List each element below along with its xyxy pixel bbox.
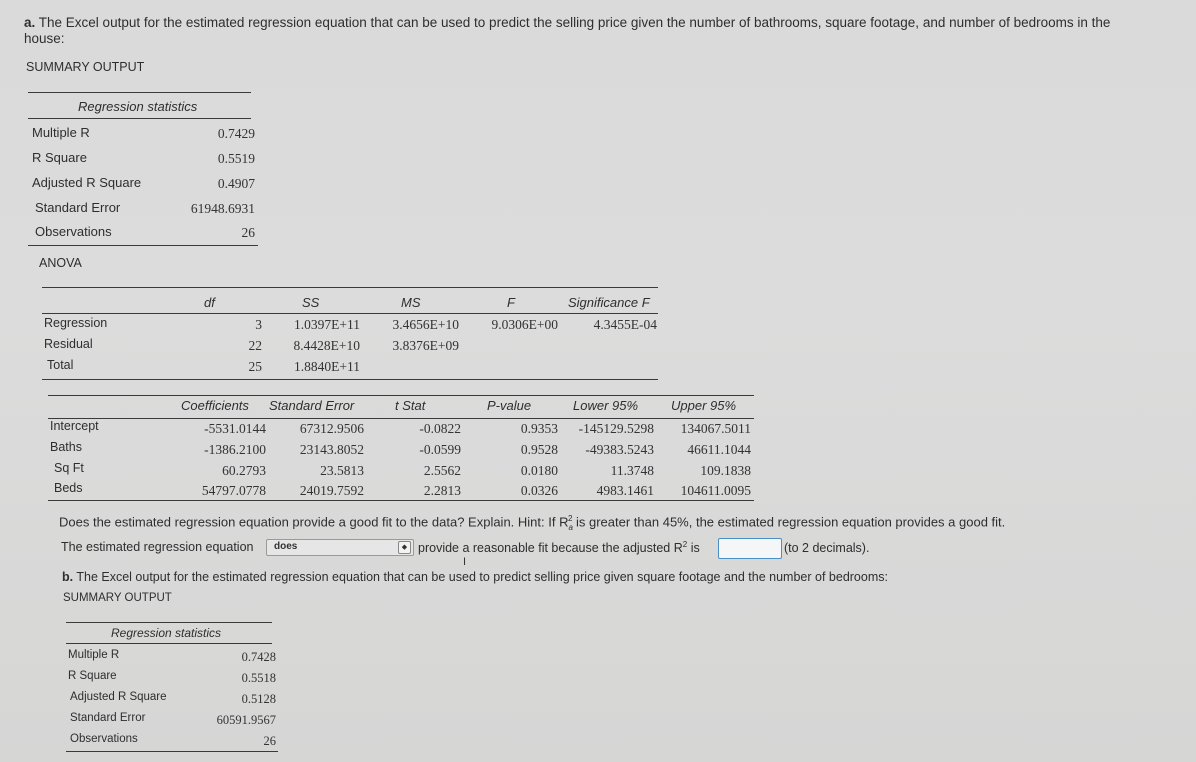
reg-stat-b-value: 0.5128 <box>241 692 276 706</box>
text-cursor-icon: I <box>463 556 467 568</box>
coef-cell: 0.9528 <box>520 442 558 457</box>
anova-cell: 1.0397E+11 <box>294 317 360 332</box>
reg-stat-value: 0.4907 <box>217 176 255 191</box>
part-b-marker: b. <box>62 570 74 584</box>
coef-cell: 23143.8052 <box>299 442 364 457</box>
coef-cell: -145129.5298 <box>578 421 654 436</box>
reg-stat-b-value: 26 <box>263 734 276 748</box>
dropdown-arrow-icon: ◆ <box>398 541 411 554</box>
answer-suffix: (to 2 decimals). <box>784 541 870 555</box>
anova-row-label: Total <box>47 358 74 372</box>
coef-cell: 11.3748 <box>610 463 654 478</box>
reg-stat-label: Multiple R <box>32 125 90 140</box>
coef-col-header: t Stat <box>395 398 426 413</box>
anova-cell: 1.8840E+11 <box>294 359 360 374</box>
fit-dropdown-value: does <box>274 541 298 552</box>
reg-stat-b-label: Multiple R <box>68 649 120 661</box>
coef-cell: -5531.0144 <box>204 421 266 436</box>
coef-row-label: Baths <box>50 440 82 454</box>
anova-col-header: MS <box>401 295 421 310</box>
coef-cell: 109.1838 <box>700 463 751 478</box>
anova-top-rule <box>42 287 658 288</box>
coef-cell: 4983.1461 <box>596 483 654 498</box>
coef-cell: 0.0326 <box>520 483 558 498</box>
coef-bottom-rule <box>48 500 754 501</box>
coef-top-rule <box>48 395 754 396</box>
anova-cell: 4.3455E-04 <box>593 317 657 332</box>
coef-cell: 24019.7592 <box>299 483 364 498</box>
reg-stats-header: Regression statistics <box>78 99 198 114</box>
reg-stats-bottom-rule <box>28 245 258 246</box>
anova-cell: 3 <box>255 317 262 332</box>
anova-col-header: SS <box>302 295 320 310</box>
coef-cell: 46611.1044 <box>687 442 751 457</box>
coef-cell: -1386.2100 <box>204 442 266 457</box>
reg-stats-b-bottom-rule <box>66 751 278 752</box>
coef-col-header: Upper 95% <box>671 398 737 413</box>
coef-col-header: Lower 95% <box>573 398 639 413</box>
fit-dropdown[interactable] <box>266 539 414 556</box>
reg-stat-value: 0.5519 <box>217 151 255 166</box>
anova-cell: 25 <box>248 359 262 374</box>
coef-col-header: P-value <box>487 398 532 413</box>
fit-question: Does the estimated regression equation provide a good fit to the data? Explain. Hint: If $R_a^2$ is greater than 45%, the estimated regression equation provides a good fit. <box>59 514 1006 532</box>
anova-header-rule <box>42 313 658 314</box>
reg-stat-label: Adjusted R Square <box>32 175 142 190</box>
coef-cell: 67312.9506 <box>299 421 364 436</box>
anova-cell: 9.0306E+00 <box>491 317 558 332</box>
answer-middle: provide a reasonable fit because the adjusted $R^2$ is <box>418 540 700 556</box>
adjusted-r2-input[interactable] <box>718 538 782 559</box>
part-a-intro-line2: house: <box>24 31 65 46</box>
reg-stats-b-header-rule <box>66 643 272 644</box>
reg-stat-label: Standard Error <box>35 200 121 215</box>
coef-row-label: Intercept <box>50 419 99 433</box>
coef-cell: 2.5562 <box>423 463 461 478</box>
anova-bottom-rule <box>42 379 658 380</box>
reg-stat-b-value: 0.5518 <box>241 671 276 685</box>
coef-cell: 54797.0778 <box>201 483 266 498</box>
anova-cell: 8.4428E+10 <box>293 338 360 353</box>
anova-cell: 3.8376E+09 <box>392 338 459 353</box>
coef-cell: 134067.5011 <box>680 421 751 436</box>
anova-cell: 3.4656E+10 <box>392 317 459 332</box>
coef-cell: 60.2793 <box>222 463 266 478</box>
anova-col-header: df <box>204 295 215 310</box>
reg-stat-label: R Square <box>32 150 87 165</box>
reg-stats-b-header: Regression statistics <box>111 626 222 640</box>
coef-header-rule <box>48 418 754 419</box>
coef-cell: -0.0599 <box>419 442 461 457</box>
anova-row-label: Regression <box>44 316 108 330</box>
coef-row-label: Beds <box>54 481 83 495</box>
anova-cell: 22 <box>248 338 262 353</box>
anova-row-label: Residual <box>44 337 93 351</box>
reg-stat-label: Observations <box>35 224 112 239</box>
coef-cell: 0.0180 <box>520 463 558 478</box>
reg-stat-b-label: Observations <box>70 733 138 745</box>
part-a-intro <box>24 15 1110 30</box>
reg-stats-top-rule <box>28 92 251 93</box>
reg-stat-value: 61948.6931 <box>190 201 255 216</box>
anova-col-header: Significance F <box>568 295 650 310</box>
coef-cell: -0.0822 <box>419 421 461 436</box>
reg-stat-value: 26 <box>241 225 255 240</box>
reg-stats-header-rule <box>28 118 251 119</box>
coef-cell: 23.5813 <box>320 463 364 478</box>
coef-cell: 0.9353 <box>520 421 558 436</box>
part-a-intro-text: The Excel output for the estimated regression equation that can be used to predict the selling price given the number of bathrooms, square footage, and number of bedrooms in the <box>38 15 1111 30</box>
reg-stat-b-value: 0.7428 <box>241 650 276 664</box>
reg-stats-b-top-rule <box>66 622 272 623</box>
coef-row-label: Sq Ft <box>54 461 84 475</box>
coef-cell: 104611.0095 <box>680 483 751 498</box>
reg-stat-b-label: Adjusted R Square <box>70 691 167 703</box>
coef-cell: 2.2813 <box>423 483 461 498</box>
part-b-intro: b. The Excel output for the estimated regression equation that can be used to predict selling price given square footage and the number of bedrooms: <box>62 570 888 584</box>
part-a-marker: a. <box>24 15 36 30</box>
anova-col-header: F <box>507 295 515 310</box>
coef-cell: -49383.5243 <box>585 442 654 457</box>
reg-stat-value: 0.7429 <box>217 126 255 141</box>
coef-col-header: Standard Error <box>269 398 355 413</box>
reg-stat-b-label: R Square <box>68 670 117 682</box>
coef-col-header: Coefficients <box>181 398 249 413</box>
anova-title: ANOVA <box>39 256 82 270</box>
reg-stat-b-value: 60591.9567 <box>216 713 276 727</box>
summary-output-title-b: SUMMARY OUTPUT <box>63 592 172 604</box>
answer-prefix: The estimated regression equation <box>61 540 254 554</box>
reg-stat-b-label: Standard Error <box>70 712 146 724</box>
summary-output-title: SUMMARY OUTPUT <box>26 60 145 74</box>
